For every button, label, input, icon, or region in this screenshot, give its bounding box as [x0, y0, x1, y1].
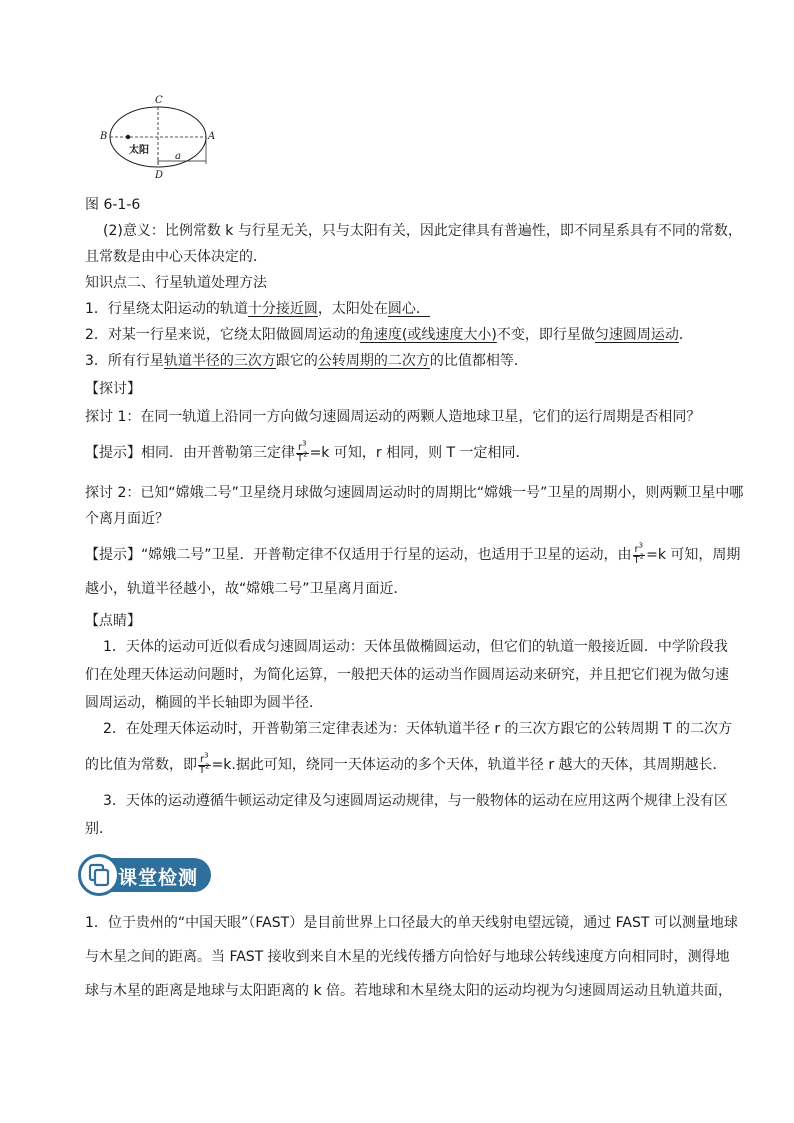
keypoint-1-line-1: 1．天体的运动可近似看成匀速圆周运动：天体虽做椭圆运动，但它们的轨道一般接近圆．中学阶段我	[103, 639, 728, 655]
keypoint-2-line-2	[85, 748, 727, 782]
exercise-1-line-1: 1．位于贵州的“中国天眼”（FAST）是目前世界上口径最大的单天线射电望远镜，通过 FAST 可以测量地球	[85, 915, 738, 931]
label-d: D	[155, 170, 164, 181]
point-2	[85, 326, 693, 344]
question-2-line-1: 探讨 2：已知“嫦娥二号”卫星绕月球做匀速圆周运动时的周期比“嫦娥一号”卫星的周期小，则两颗卫星中哪	[85, 485, 744, 501]
point-1-b: 十分接近圆	[247, 301, 318, 317]
keypoint-3-line-2: 别．	[85, 821, 113, 837]
hint-1-b: =k 可知，r 相同，则 T 一定相同．	[309, 445, 530, 461]
dianjing-heading: 【点睛】	[85, 613, 141, 629]
hint-1-head: 【提示】	[85, 445, 141, 461]
hint-1-a: 相同．由开普勒第三定律	[141, 445, 295, 461]
exercise-1-line-3: 球与木星的距离是地球与太阳距离的 k 倍。若地球和木星绕太阳的运动均视为匀速圆周运动且轨道共面，	[85, 983, 733, 999]
tantao-heading: 【探讨】	[85, 381, 141, 397]
question-1: 探讨 1：在同一轨道上沿同一方向做匀速圆周运动的两颗人造地球卫星，它们的运行周期是否相同？	[85, 409, 701, 425]
kepler-fraction: $\frac{r^3}{T^2}$	[633, 541, 645, 566]
exercise-1-line-2: 与木星之间的距离。当 FAST 接收到来自木星的光线传播方向恰好与地球公转线速度方向相同时，测得地	[85, 949, 730, 965]
point-3-e: 的比值都相等．	[429, 353, 528, 369]
point-2-d: 匀速圆周运动	[594, 327, 679, 343]
label-c: C	[155, 95, 163, 106]
point-3-d: 公转周期的二次方	[317, 353, 430, 369]
keypoint-2-b: =k.据此可知，绕同一天体运动的多个天体，轨道半径 r 越大的天体，其周期越长．	[211, 757, 727, 773]
keypoint-2-line-1: 2．在处理天体运动时，开普勒第三定律表述为：天体轨道半径 r 的三次方跟它的公转周期 T 的二次方	[103, 721, 733, 737]
kp2-title: 知识点二、行星轨道处理方法	[85, 275, 267, 291]
point-3	[85, 352, 528, 370]
hint-1	[85, 436, 530, 470]
point-1-a: 1．行星绕太阳运动的轨道	[85, 301, 248, 317]
section-banner	[78, 854, 213, 896]
hint-2-b: =k 可知，周期	[646, 547, 741, 563]
point-3-a: 3．所有行星	[85, 353, 164, 369]
meaning-line-2: 且常数是由中心天体决定的．	[85, 249, 267, 265]
meaning-line-1: (2)意义：比例常数 k 与行星无关，只与太阳有关，因此定律具有普遍性，即不同星系具有不同的常数，	[103, 223, 742, 239]
kepler-fraction: $\frac{r^3}{T^2}$	[297, 439, 308, 464]
kepler-fraction: $\frac{r^3}{T^2}$	[199, 751, 210, 776]
point-2-e: ．	[678, 327, 693, 343]
figure-caption: 图 6-1-6	[85, 197, 141, 213]
label-b: B	[100, 131, 108, 142]
label-a-length: a	[175, 151, 181, 162]
label-a-point: A	[208, 131, 216, 142]
point-2-c: 不变，即行星做	[496, 327, 595, 343]
hint-2	[85, 538, 740, 572]
banner-title: 课堂检测	[118, 867, 199, 889]
point-1	[85, 300, 430, 318]
keypoint-1-line-2: 们在处理天体运动问题时，为简化运算，一般把天体的运动当作圆周运动来研究，并且把它们视为做匀速	[85, 667, 729, 683]
ellipse-figure	[95, 95, 225, 185]
point-1-d: 圆心．	[387, 301, 430, 317]
question-2-line-2: 个离月面近？	[85, 511, 169, 527]
documents-icon	[81, 857, 117, 893]
point-1-c: ，太阳处在	[317, 301, 388, 317]
hint-2-a: “嫦娥二号”卫星．开普勒定律不仅适用于行星的运动，也适用于卫星的运动，由	[141, 547, 632, 563]
keypoint-1-line-3: 圆周运动，椭圆的半长轴即为圆半径．	[85, 695, 323, 711]
point-3-b: 轨道半径的三次方	[163, 353, 276, 369]
point-2-a: 2．对某一行星来说，它绕太阳做圆周运动的	[85, 327, 360, 343]
point-2-b: 角速度(或线速度大小)	[359, 327, 497, 343]
point-3-c: 跟它的	[275, 353, 318, 369]
hint-2-head: 【提示】	[85, 547, 141, 563]
hint-2-line-2: 越小，轨道半径越小，故“嫦娥二号”卫星离月面近．	[85, 581, 408, 597]
keypoint-2-a: 的比值为常数，即	[85, 757, 197, 773]
keypoint-3-line-1: 3．天体的运动遵循牛顿运动定律及匀速圆周运动规律，与一般物体的运动在应用这两个规律上没有区	[103, 793, 728, 809]
banner-icon	[78, 854, 120, 896]
sun-label: 太阳	[129, 145, 149, 156]
